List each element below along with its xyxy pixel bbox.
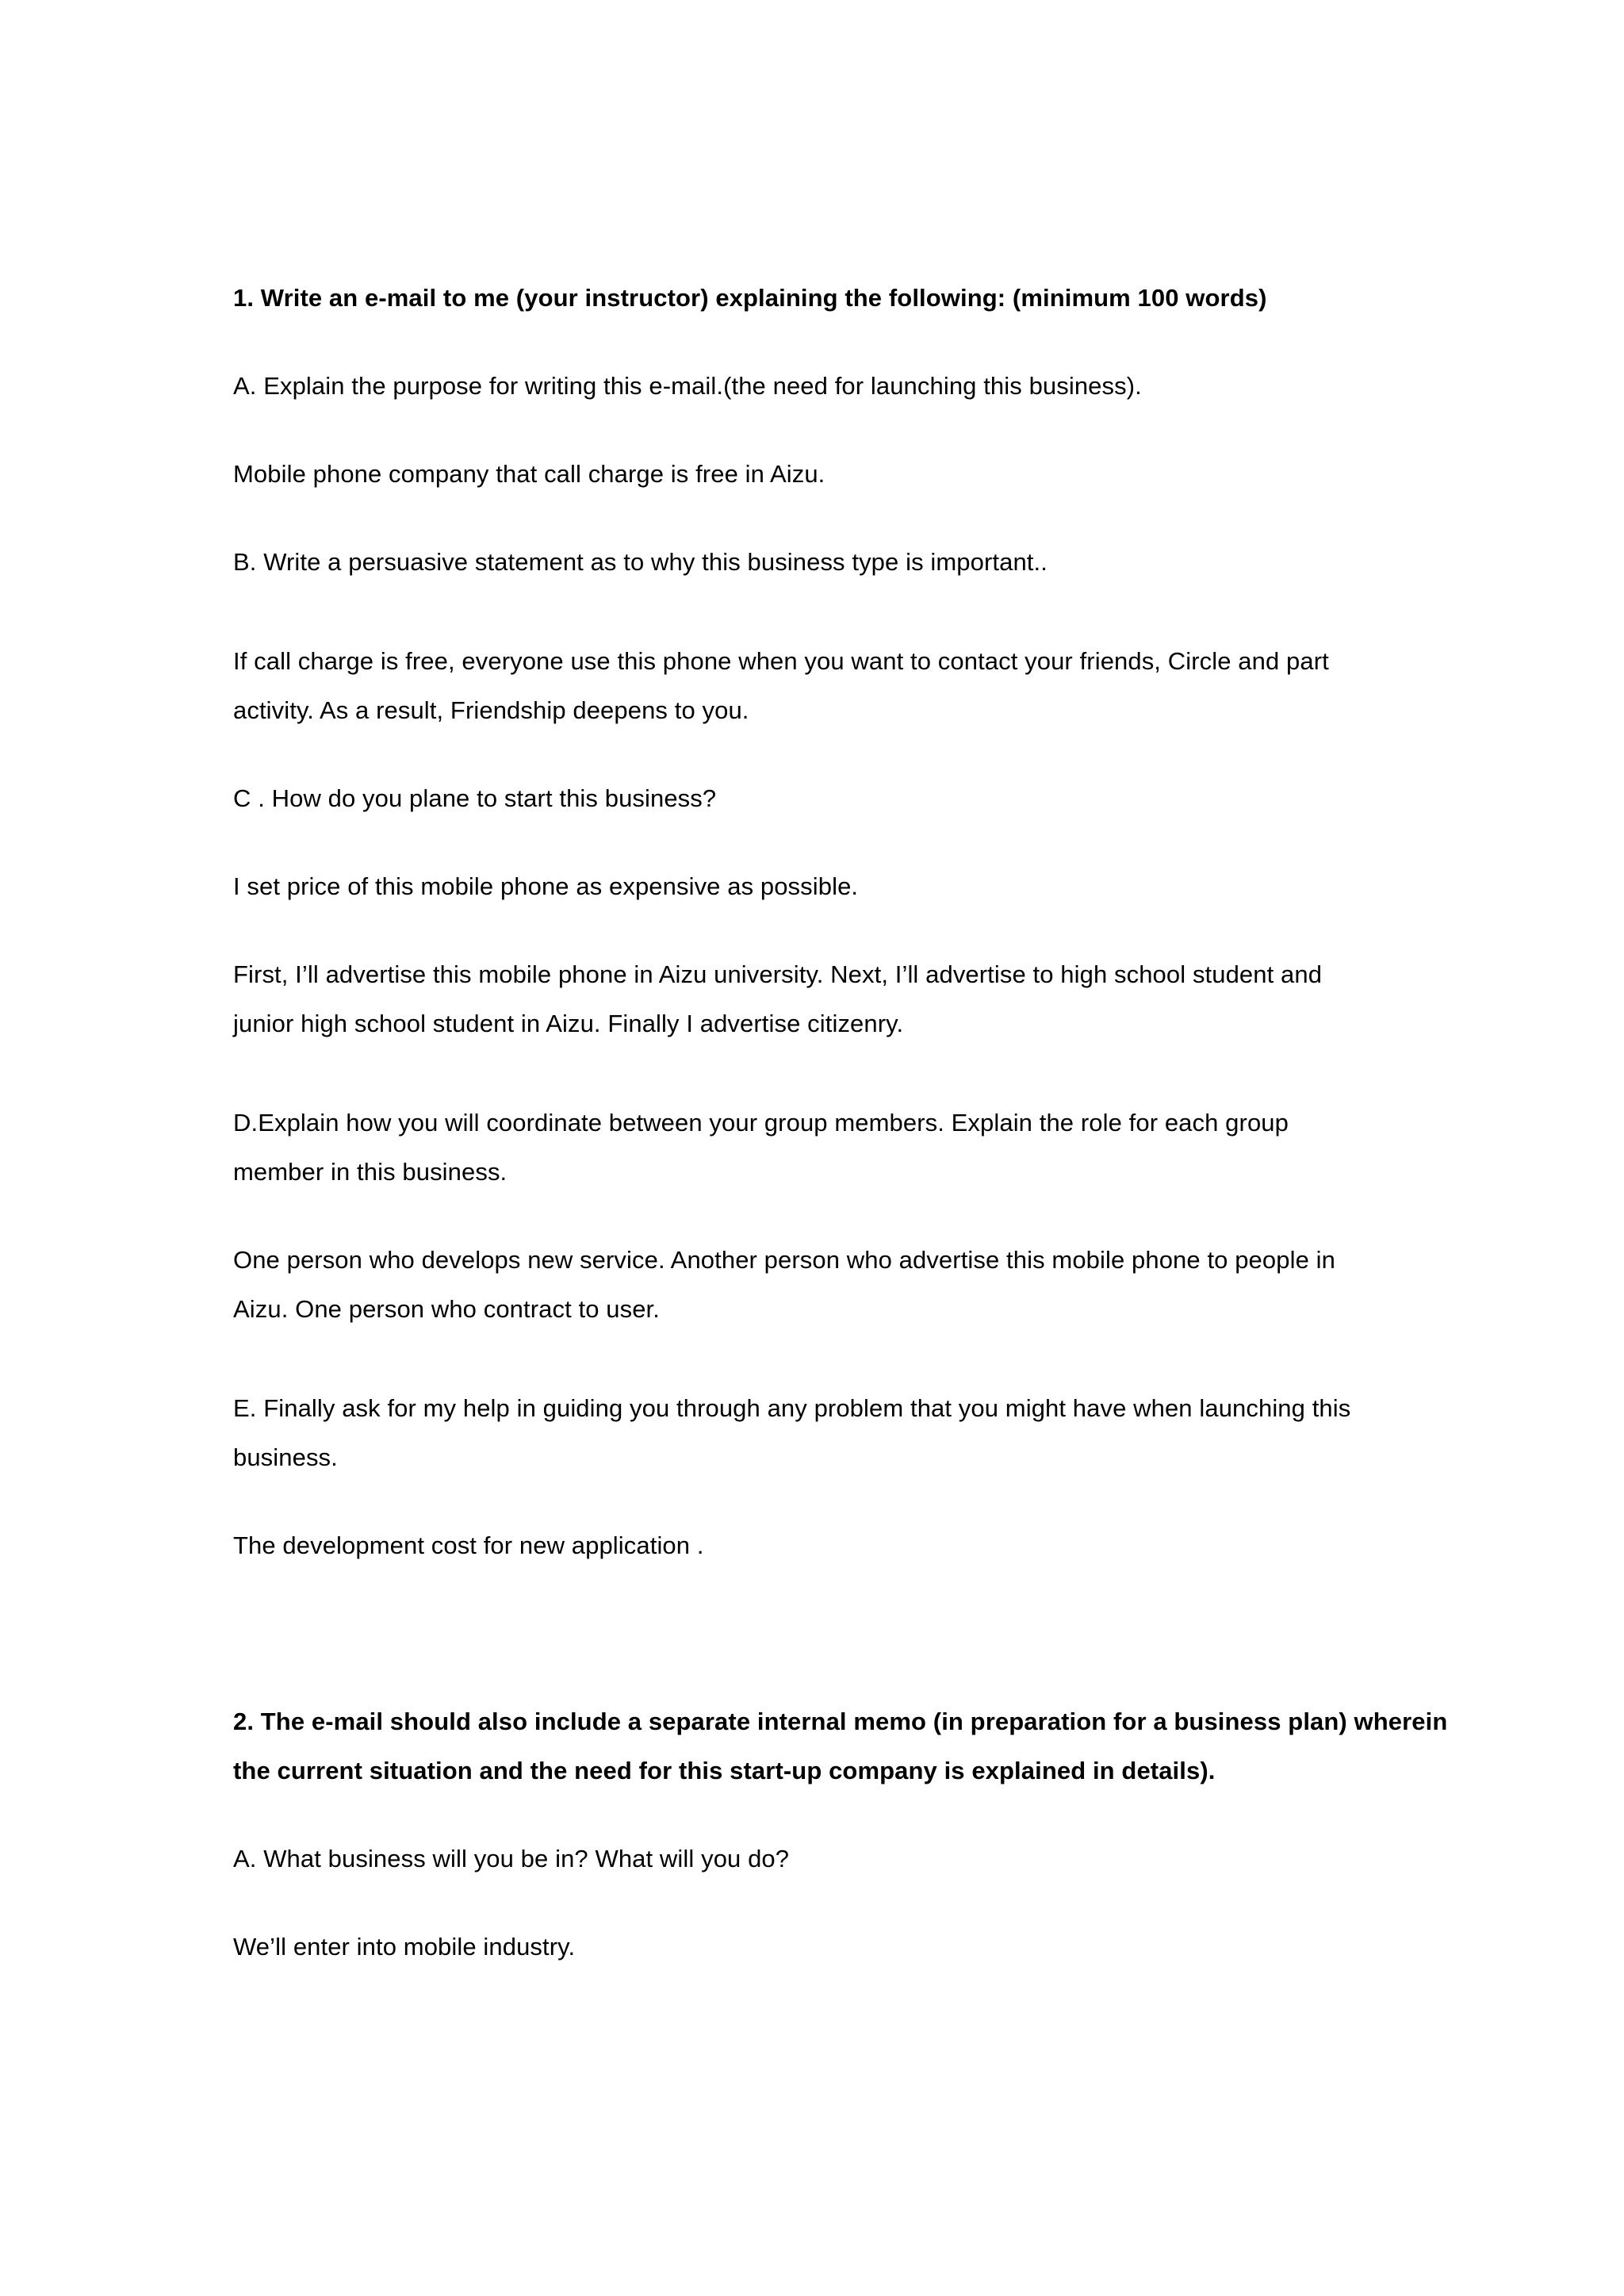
question-2a: A. What business will you be in? What will you do? [233, 1845, 790, 1872]
answer-1d-line2: Aizu. One person who contract to user. [233, 1295, 660, 1323]
question-1a: A. Explain the purpose for writing this e-mail.(the need for launching this business). [233, 372, 1142, 400]
answer-1e: The development cost for new application . [233, 1531, 704, 1559]
answer-1d-line1: One person who develops new service. Another person who advertise this mobile phone to people in [233, 1246, 1335, 1274]
question-1e-line2: business. [233, 1443, 338, 1471]
answer-1c-2-line1: First, I’ll advertise this mobile phone in Aizu university. Next, I’ll advertise to high school student and [233, 960, 1323, 988]
answer-2a: We’ll enter into mobile industry. [233, 1933, 576, 1961]
answer-1a: Mobile phone company that call charge is free in Aizu. [233, 460, 825, 488]
answer-1c-2-line2: junior high school student in Aizu. Finally I advertise citizenry. [233, 1010, 904, 1037]
question-1d-line2: member in this business. [233, 1158, 508, 1186]
question-1c: C . How do you plane to start this business? [233, 784, 717, 812]
section2-heading-line1: 2. The e-mail should also include a separate internal memo (in preparation for a business plan) wherein [233, 1708, 1448, 1735]
answer-1b-line1: If call charge is free, everyone use this phone when you want to contact your friends, Circle and part [233, 647, 1329, 675]
answer-1b-line2: activity. As a result, Friendship deepens to you. [233, 696, 749, 724]
question-1d-line1: D.Explain how you will coordinate between your group members. Explain the role for each group [233, 1109, 1289, 1137]
question-1b: B. Write a persuasive statement as to why this business type is important.. [233, 548, 1048, 576]
answer-1c-1: I set price of this mobile phone as expensive as possible. [233, 872, 859, 900]
question-1e-line1: E. Finally ask for my help in guiding you through any problem that you might have when launching this [233, 1394, 1351, 1422]
section1-heading: 1. Write an e-mail to me (your instructor) explaining the following: (minimum 100 words) [233, 284, 1267, 312]
section2-heading-line2: the current situation and the need for this start-up company is explained in details). [233, 1757, 1216, 1784]
